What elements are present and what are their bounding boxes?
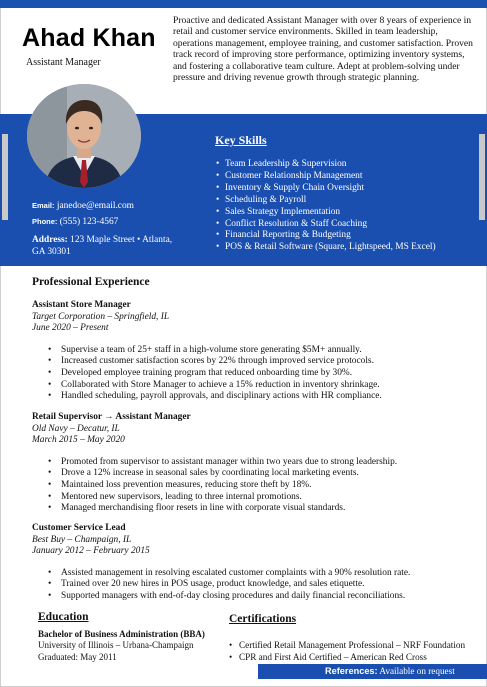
job-bullet: • Collaborated with Store Manager to achieve a 15% reduction in inventory shrinkage. [48, 380, 382, 392]
skill-item: • POS & Retail Software (Square, Lightspeed, MS Excel) [216, 242, 436, 254]
right-band-accent [479, 134, 485, 220]
job-entry [32, 412, 397, 515]
skill-item: • Inventory & Supply Chain Oversight [216, 183, 436, 195]
job-bullet: • Maintained loss prevention measures, reducing store theft by 18%. [48, 480, 397, 492]
skill-item: • Team Leadership & Supervision [216, 159, 436, 171]
skills-list [216, 159, 436, 254]
job-bullet: • Supported managers with end-of-day closing procedures and daily financial reconciliations. [48, 591, 410, 603]
job-bullet: • Developed employee training program that reduced onboarding time by 30%. [48, 368, 382, 380]
profile-summary: Proactive and dedicated Assistant Manager with over 8 years of experience in retail and customer service environments. Skilled in team leadership, operations management, employee training, and customer satisfaction. Proven track record of improving store performance, optimizing inventory systems, and fostering a collaborative team culture. Adept at problem-solving under pressure and driving revenue growth through strategic planning. [173, 15, 473, 84]
skill-item: • Scheduling & Payroll [216, 195, 436, 207]
job-bullet: • Promoted from supervisor to assistant manager within two years due to strong leadership. [48, 457, 397, 469]
email-value[interactable]: janedoe@email.com [56, 201, 134, 211]
skill-item: • Conflict Resolution & Staff Coaching [216, 219, 436, 231]
job-entry [32, 523, 410, 603]
job-title: Customer Service Lead [32, 523, 126, 533]
job-dates: June 2020 – Present [32, 323, 109, 334]
profile-photo [27, 84, 141, 188]
education-school: University of Illinois – Urbana-Champaign [38, 640, 194, 651]
candidate-role: Assistant Manager [26, 57, 101, 68]
experience-heading: Professional Experience [32, 276, 150, 288]
job-bullet: • Drove a 12% increase in seasonal sales by coordinating local marketing events. [48, 468, 397, 480]
phone-value: (555) 123-4567 [59, 217, 119, 227]
certifications-list [229, 639, 465, 663]
job-title: Retail Supervisor → Assistant Manager [32, 412, 191, 422]
education-heading: Education [38, 611, 89, 623]
candidate-name: Ahad Khan [22, 24, 156, 52]
job-dates: January 2012 – February 2015 [32, 546, 150, 557]
contact-phone [32, 217, 118, 227]
skill-item: • Customer Relationship Management [216, 171, 436, 183]
references-label: References: [325, 666, 378, 676]
phone-label: Phone: [32, 217, 58, 226]
job-bullet: • Managed merchandising floor resets in line with corporate visual standards. [48, 503, 397, 515]
certifications-heading: Certifications [229, 613, 297, 625]
education-graduated: Graduated: May 2011 [38, 651, 117, 662]
job-company: Target Corporation – Springfield, IL [32, 311, 170, 322]
references-bar [258, 664, 487, 679]
skill-item: • Financial Reporting & Budgeting [216, 230, 436, 242]
job-bullet: • Trained over 20 new hires in POS usage, product knowledge, and sales etiquette. [48, 579, 410, 591]
contact-email [32, 201, 134, 211]
address-label: Address: [32, 235, 68, 245]
job-bullets [48, 568, 410, 603]
top-accent-bar [0, 0, 487, 8]
certification-item: • Certified Retail Management Professional – NRF Foundation [229, 639, 465, 651]
skill-item: • Sales Strategy Implementation [216, 207, 436, 219]
job-dates: March 2015 – May 2020 [32, 435, 125, 446]
skills-heading: Key Skills [215, 133, 267, 147]
education-degree: Bachelor of Business Administration (BBA) [38, 629, 205, 639]
job-entry [32, 300, 382, 403]
job-company: Old Navy – Decatur, IL [32, 423, 120, 434]
job-company: Best Buy – Champaign, IL [32, 534, 132, 545]
job-bullet: • Increased customer satisfaction scores by 22% through improved service protocols. [48, 356, 382, 368]
job-bullet: • Supervise a team of 25+ staff in a high-volume store generating $5M+ annually. [48, 345, 382, 357]
certification-item: • CPR and First Aid Certified – American Red Cross [229, 651, 465, 663]
education-block [38, 629, 205, 663]
job-bullet: • Mentored new supervisors, leading to three internal promotions. [48, 492, 397, 504]
references-value: Available on request [379, 666, 455, 676]
left-band-accent [2, 134, 8, 220]
job-bullet: • Assisted management in resolving escalated customer complaints with a 90% resolution rate. [48, 568, 410, 580]
email-label: Email: [32, 201, 55, 210]
job-bullets [48, 457, 397, 515]
job-title: Assistant Store Manager [32, 300, 131, 310]
job-bullet: • Handled scheduling, payroll approvals, and disciplinary actions with HR compliance. [48, 391, 382, 403]
address-value: 123 Maple Street • Atlanta, GA 30301 [32, 235, 173, 257]
contact-address [32, 235, 182, 258]
job-bullets [48, 345, 382, 403]
